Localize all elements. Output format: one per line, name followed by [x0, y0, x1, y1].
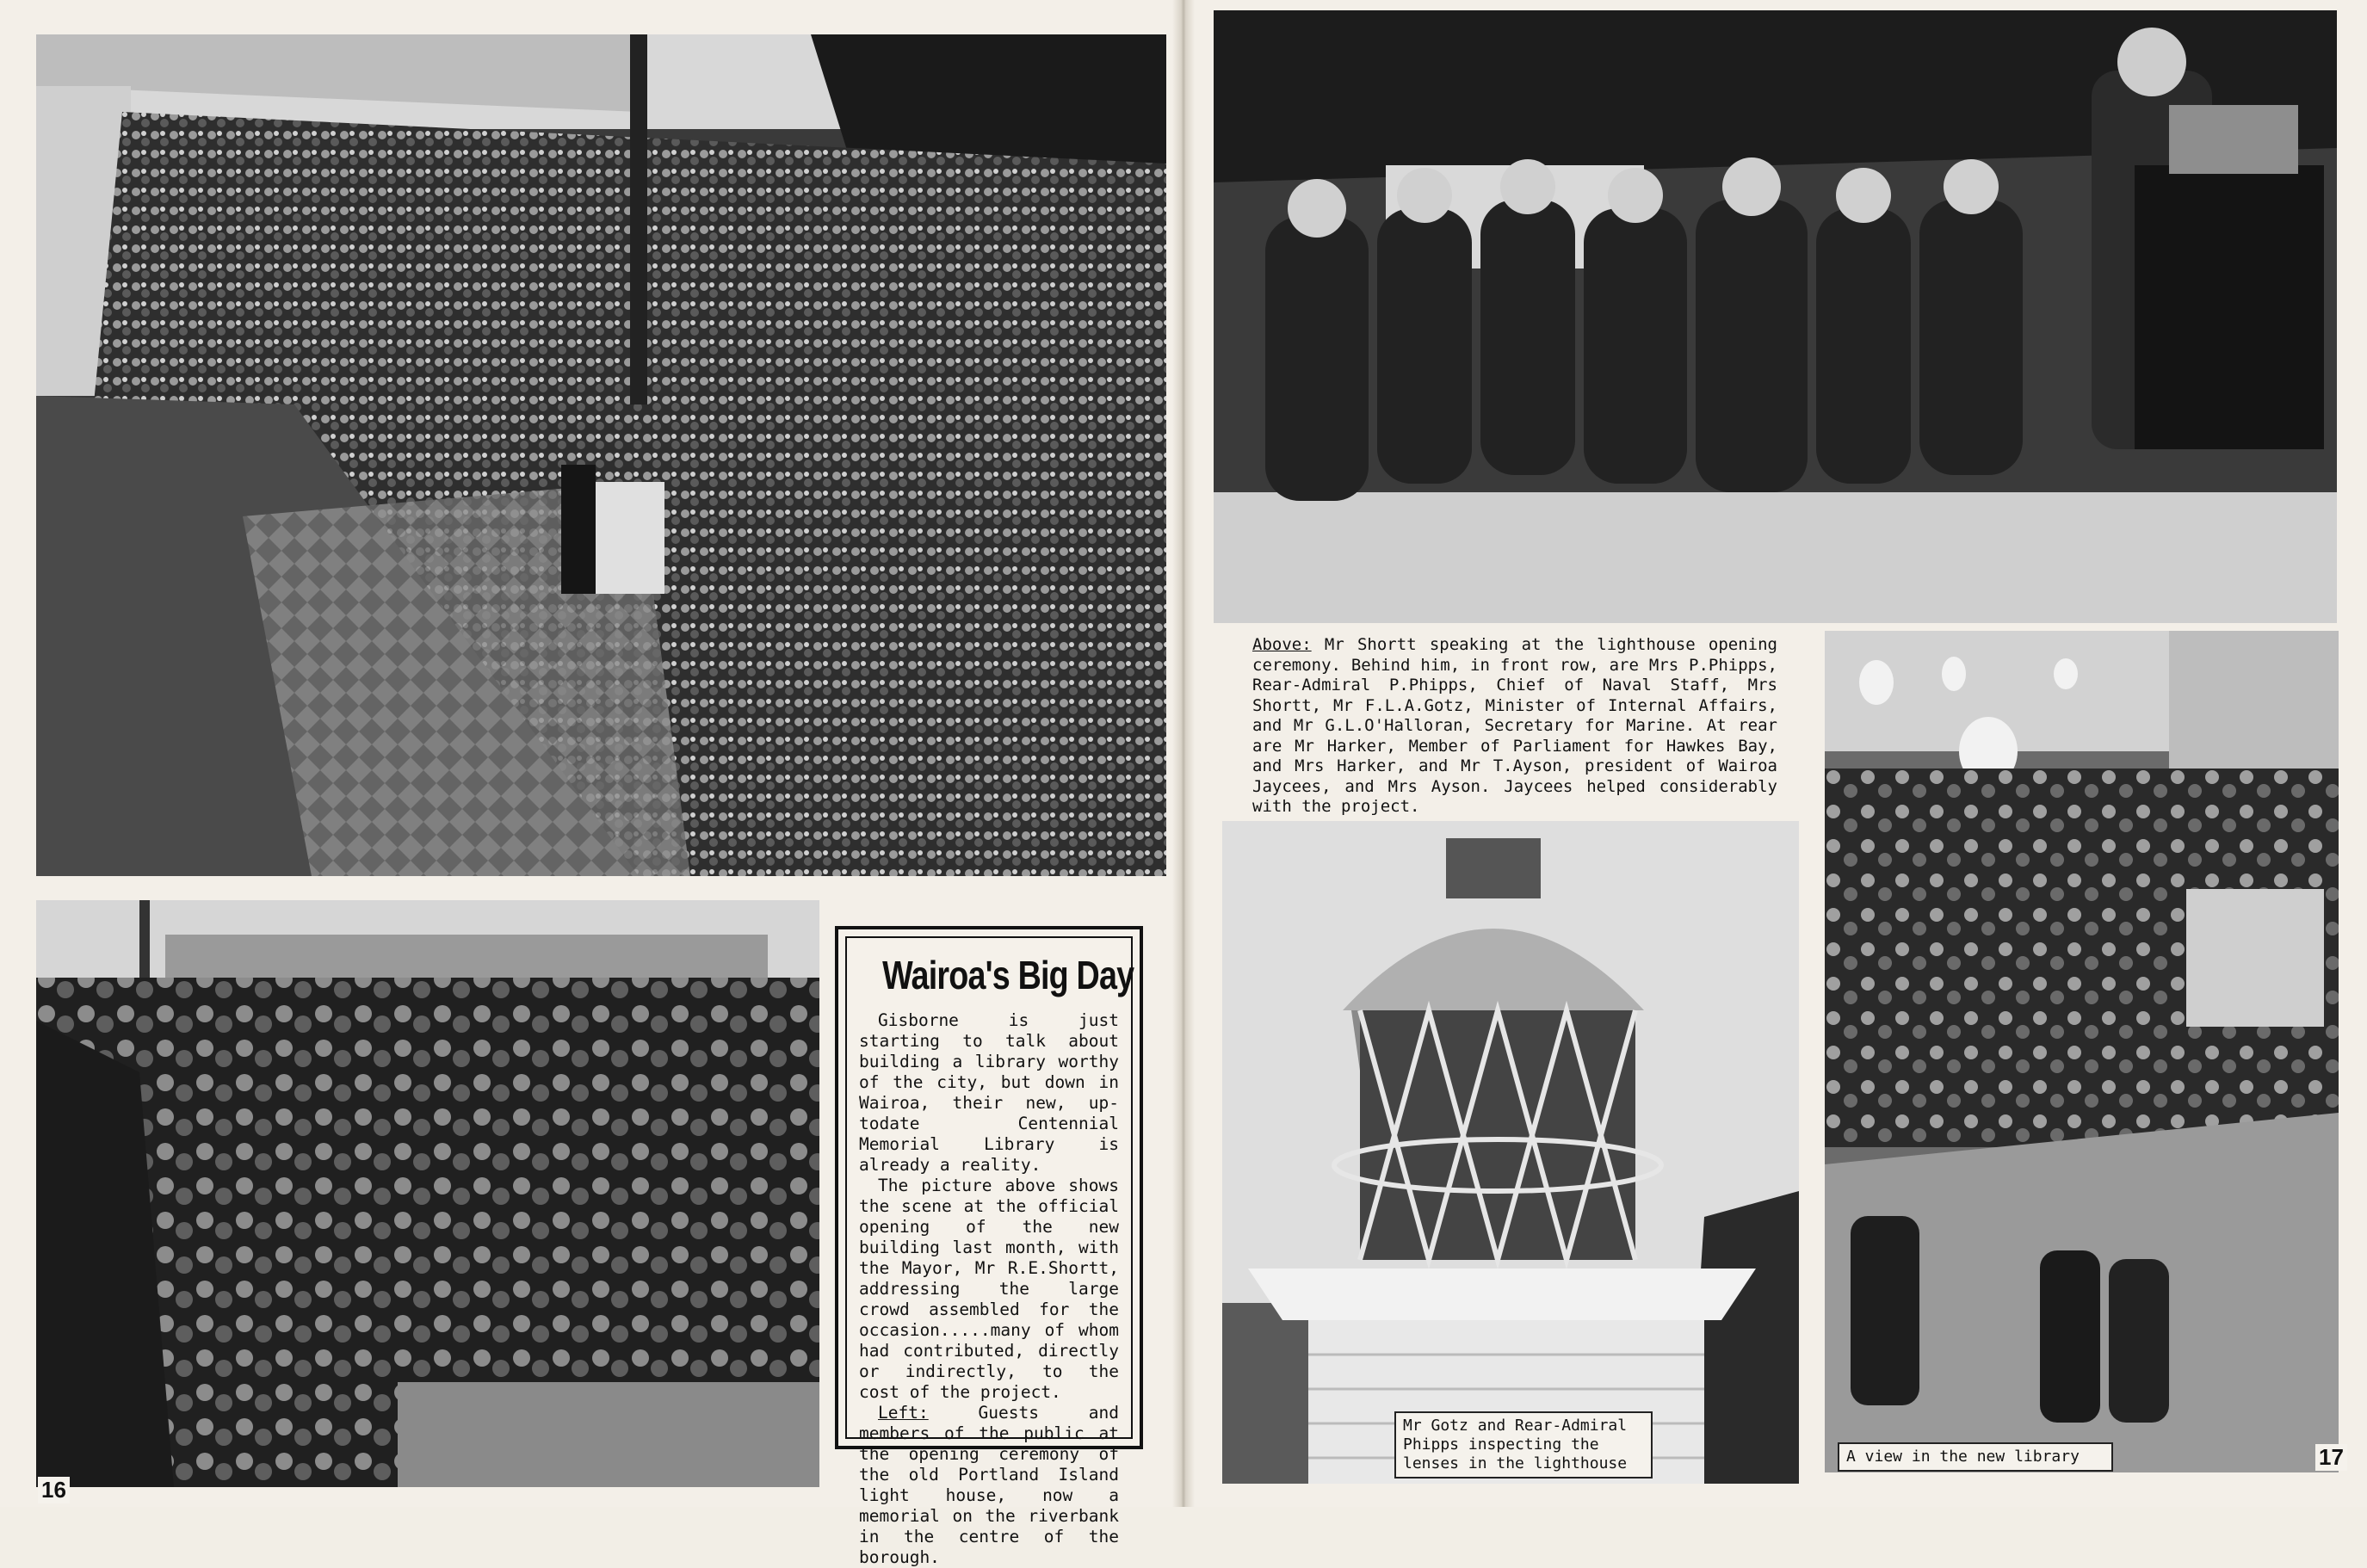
page-gutter: [1172, 0, 1195, 1507]
lighthouse-photo-image: [1222, 821, 1799, 1484]
page-number-right: 17: [2315, 1444, 2347, 1471]
guests-photo: [36, 900, 819, 1487]
story-body: [859, 1010, 1119, 1568]
story-title: Wairoa's Big Day: [882, 953, 1134, 997]
library-caption: A view in the new library: [1838, 1442, 2113, 1472]
story-paragraph-1: Gisborne is just starting to talk about building a library worthy of the city, but down in Wairoa, their new, up-todate Centennial Memorial Library is already a reality.: [859, 1010, 1119, 1175]
page-number-left: 16: [38, 1477, 70, 1503]
story-paragraph-2: The picture above shows the scene at the official opening of the new building last month, with the Mayor, Mr R.E.Shortt, addressing the large crowd assembled for the occasion.....many of whom had contributed, directly or indirectly, to the cost of the project.: [859, 1176, 1119, 1402]
lighthouse-photo: [1222, 821, 1799, 1484]
story-left-label: Left:: [878, 1403, 929, 1423]
ceremony-photo: [1214, 10, 2337, 623]
story-paragraph-3: [859, 1403, 1119, 1568]
caption-above-text: Mr Shortt speaking at the lighthouse opening ceremony. Behind him, in front row, are Mrs P.Phipps, Rear-Admiral P.Phipps, Chief of Naval Staff, Mrs Shortt, Mr F.L.A.Gotz, Minister of Internal Affairs, and Mr G.L.O'Halloran, Secretary for Marine. At rear are Mr Harker, Member of Parliament for Hawkes Bay, and Mrs Harker, and Mr T.Ayson, president of Wairoa Jaycees, and Mrs Ayson. Jaycees helped considerably with the project.: [1252, 635, 1777, 816]
ceremony-caption: [1252, 635, 1777, 818]
story-paragraph-3-text: Guests and members of the public at the opening ceremony of the old Portland Island light house, now a memorial on the riverbank in the centre of the borough.: [859, 1403, 1119, 1567]
crowd-photo-image: [36, 34, 1166, 876]
crowd-photo: [36, 34, 1166, 876]
story-box: [835, 926, 1143, 1567]
ceremony-photo-image: [1214, 10, 2337, 623]
caption-above-label: Above:: [1252, 635, 1312, 654]
library-photo-image: [1825, 631, 2339, 1472]
story-box-inner: [845, 936, 1134, 1567]
lighthouse-caption: Mr Gotz and Rear-Admiral Phipps inspecting the lenses in the lighthouse: [1394, 1411, 1653, 1478]
guests-photo-image: [36, 900, 819, 1487]
library-photo: [1825, 631, 2339, 1472]
